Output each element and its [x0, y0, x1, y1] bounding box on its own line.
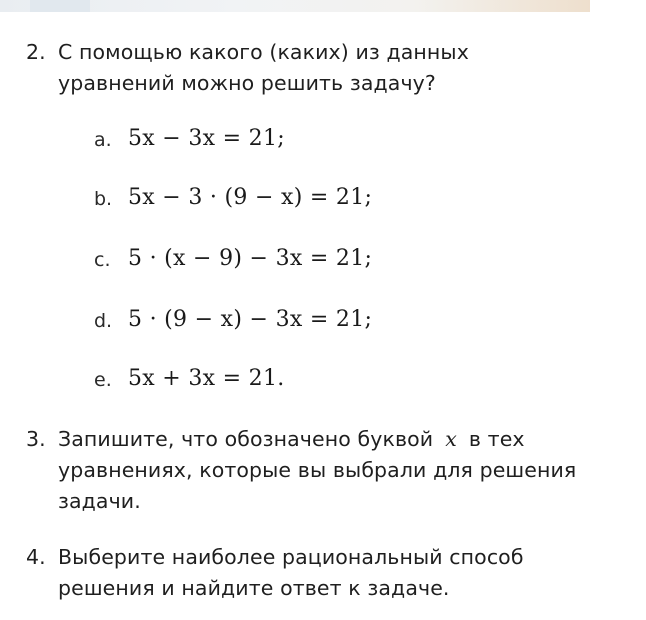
option-a-equation: 5x − 3x = 21; [128, 126, 285, 151]
option-d-letter: d. [94, 310, 113, 332]
option-a-letter: a. [94, 129, 112, 151]
question-4-line-1: Выберите наиболее рациональный способ [58, 545, 524, 569]
question-2 [26, 37, 469, 99]
option-e-letter: e. [94, 369, 112, 391]
option-e-equation: 5x + 3x = 21. [128, 366, 285, 391]
question-2-line-1: С помощью какого (каких) из данных [58, 40, 469, 64]
question-4-number: 4. [26, 545, 46, 569]
question-3-line-1-after: в тех [468, 427, 525, 451]
option-b-letter: b. [94, 188, 113, 210]
question-3-line-3: задачи. [58, 489, 141, 513]
question-2-text [58, 37, 469, 99]
question-2-number: 2. [26, 40, 46, 64]
variable-x: x [445, 427, 457, 451]
image-fragment [30, 0, 90, 12]
option-b-equation: 5x − 3 · (9 − x) = 21; [128, 185, 373, 210]
top-image-strip [0, 0, 590, 12]
question-4-text [58, 542, 524, 604]
question-4-line-2: решения и найдите ответ к задаче. [58, 576, 450, 600]
option-d-equation: 5 · (9 − x) − 3x = 21; [128, 307, 373, 332]
question-3-line-2: уравнениях, которые вы выбрали для решения [58, 458, 577, 482]
question-4 [26, 542, 524, 604]
question-3 [26, 424, 576, 517]
question-3-line-1 [58, 424, 576, 455]
question-2-line-2: уравнений можно решить задачу? [58, 71, 436, 95]
question-3-number: 3. [26, 427, 46, 451]
question-3-text [58, 424, 576, 517]
option-c-letter: c. [94, 249, 111, 271]
option-c-equation: 5 · (x − 9) − 3x = 21; [128, 246, 373, 271]
question-3-line-1-before: Запишите, что обозначено буквой [58, 427, 434, 451]
